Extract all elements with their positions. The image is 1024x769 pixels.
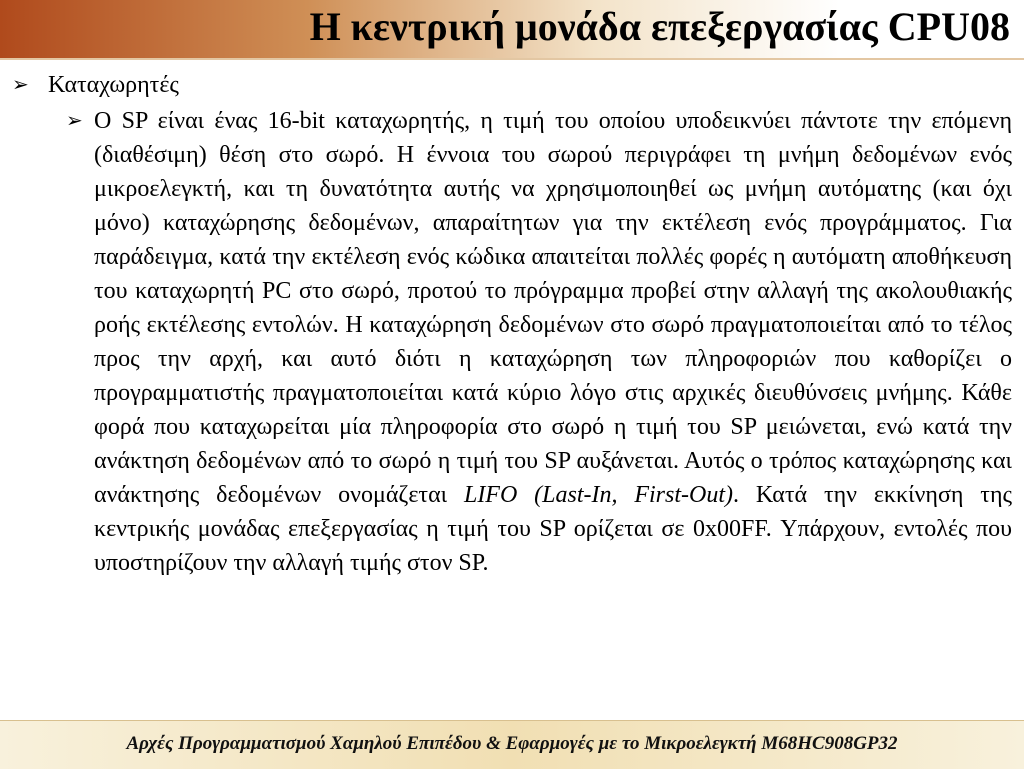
footer-text: Αρχές Προγραμματισμού Χαμηλού Επιπέδου & Εφαρμογές με το Μικροελεγκτή M68HC908GP32 <box>126 733 898 754</box>
bullet-label: Καταχωρητές <box>48 72 179 98</box>
lifo-term: LIFO (Last-In, First-Out) <box>463 482 733 508</box>
paragraph-text-end: . Κατά την εκκίνηση της κεντρικής μονάδας επεξεργασίας η τιμή του SP ορίζεται σε 0x00FF. Υπάρχουν, εντολές που υποστηρίζουν την αλλαγή τιμής στον SP. <box>94 482 1013 576</box>
bullet-level-1 <box>0 70 1024 100</box>
paragraph-text: Ο SP είναι ένας 16-bit καταχωρητής, η τιμή του οποίου υποδεικνύει πάντοτε την επόμενη (διαθέσιμη) θέση στο σωρό. Η έννοια του σωρού περιγράφει τη μνήμη δεδομένων ενός μικροελεγκτή, και τη δυνατότητα αυτής να χρησιμοποιηθεί ως μνήμη αυτόματης (και όχι μόνο) καταχώρησης δεδομένων, απαραίτητων για την εκτέλεση ενός προγράμματος. Για παράδειγμα, κατά την εκτέλεση ενός κώδικα απαιτείται πολλές φορές η αυτόματη αποθήκευση του καταχωρητή PC στο σωρό, προτού το πρόγραμμα προβεί στην αλλαγή της ακολουθιακής ροής εκτέλεσης εντολών. Η καταχώρηση δεδομένων στο σωρό πραγματοποιείται από το τέλος προς την αρχή, και αυτό διότι η καταχώρηση των πληροφοριών που καθορίζει ο προγραμματιστής πραγματοποιείται κατά κύριο λόγο στις αρχικές διευθύνσεις μνήμης. Κάθε φορά που καταχωρείται μία πληροφορία στο σωρό η τιμή του SP μειώνεται, ενώ κατά την ανάκτηση δεδομένων από το σωρό η τιμή του SP αυξάνεται. Αυτός ο τρόπος καταχώρησης και ανάκτησης δεδομένων ονομάζεται <box>94 108 1012 508</box>
footer-bar <box>0 720 1024 769</box>
slide-title: Η κεντρική μονάδα επεξεργασίας CPU08 <box>309 4 1010 49</box>
bullet-level-2 <box>0 104 1024 580</box>
body-paragraph <box>94 104 1012 580</box>
title-bar <box>0 0 1024 60</box>
arrow-bullet-icon: ➢ <box>12 74 29 96</box>
arrow-bullet-icon: ➢ <box>66 110 83 132</box>
slide-content <box>0 70 1024 580</box>
